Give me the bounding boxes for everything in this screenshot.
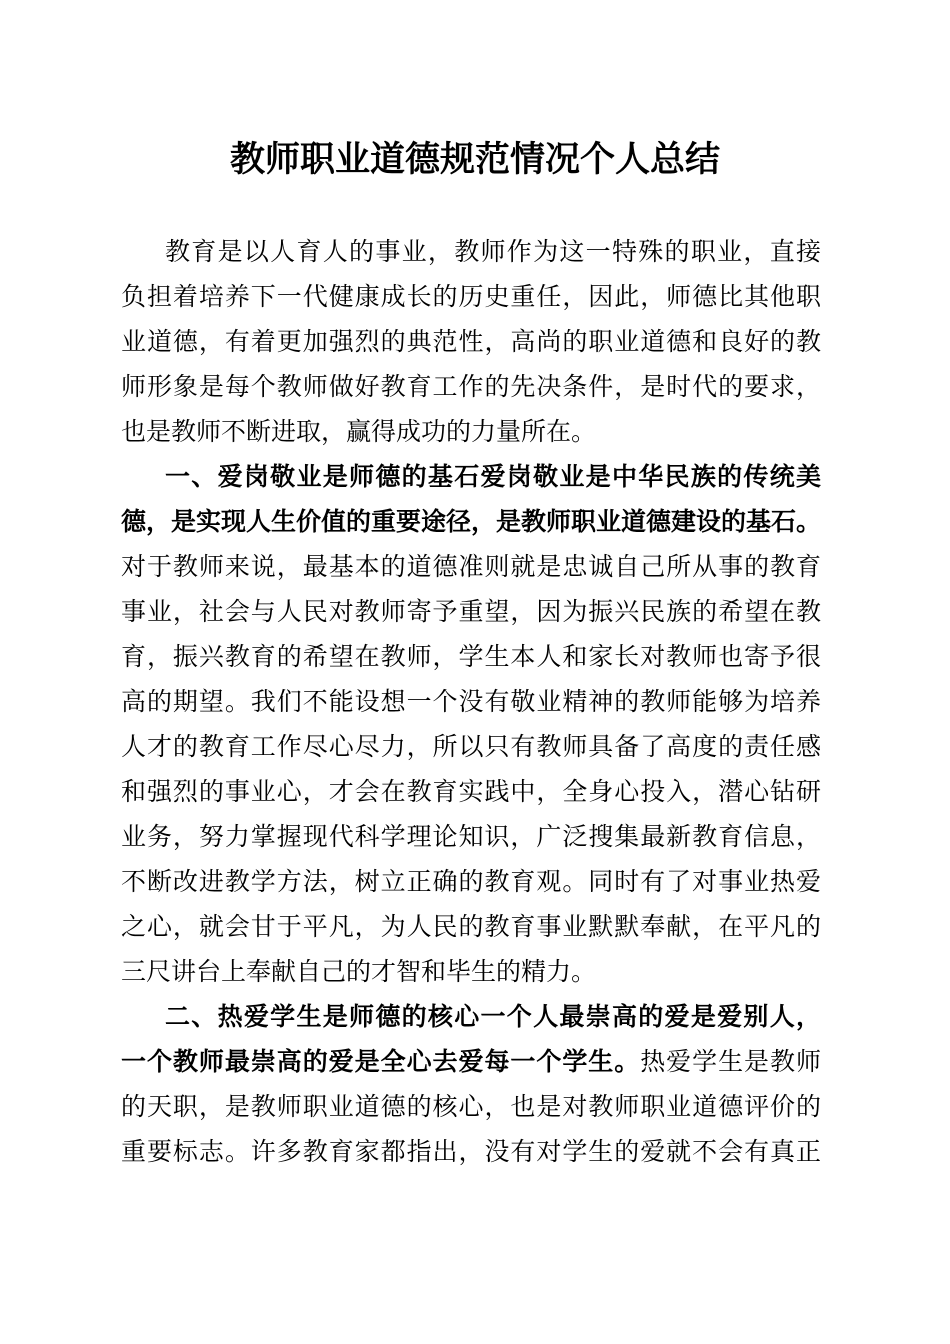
section-heading-line: 一个教师最崇高的爱是全心去爱每一个学生。 [121,1047,641,1076]
text-line: 业道德，有着更加强烈的典范性，高尚的职业道德和良好的教 [121,327,821,356]
text-span: 热爱学生是教师 [640,1047,821,1076]
text-line: 之心，就会甘于平凡，为人民的教育事业默默奉献，在平凡的 [121,912,821,941]
text-line: 人才的教育工作尽心尽力，所以只有教师具备了高度的责任感 [121,732,821,761]
text-line: 和强烈的事业心，才会在教育实践中，全身心投入，潜心钻研 [121,777,821,806]
text-line: 的天职，是教师职业道德的核心，也是对教师职业道德评价的 [121,1092,821,1121]
document-title: 教师职业道德规范情况个人总结 [229,139,720,180]
text-line: 师形象是每个教师做好教育工作的先决条件，是时代的要求， [121,372,821,401]
text-line: 业务，努力掌握现代科学理论知识，广泛搜集最新教育信息， [121,822,821,851]
text-line: 育，振兴教育的希望在教师，学生本人和家长对教师也寄予很 [121,642,821,671]
text-line: 教育是以人育人的事业，教师作为这一特殊的职业，直接 [165,237,821,266]
text-line: 也是教师不断进取，赢得成功的力量所在。 [121,417,597,446]
text-line: 对于教师来说，最基本的道德准则就是忠诚自己所从事的教育 [121,552,821,581]
text-line: 不断改进教学方法，树立正确的教育观。同时有了对事业热爱 [121,867,821,896]
text-line: 事业，社会与人民对教师寄予重望，因为振兴民族的希望在教 [121,597,821,626]
text-line: 负担着培养下一代健康成长的历史重任，因此，师德比其他职 [121,282,821,311]
mixed-line [121,1044,821,1080]
text-line: 重要标志。许多教育家都指出，没有对学生的爱就不会有真正 [121,1137,821,1166]
text-line: 高的期望。我们不能设想一个没有敬业精神的教师能够为培养 [121,687,821,716]
section-heading-line: 一、爱岗敬业是师德的基石爱岗敬业是中华民族的传统美 [165,462,821,491]
section-heading-line: 德，是实现人生价值的重要途径，是教师职业道德建设的基石。 [121,507,822,536]
section-heading-line: 二、热爱学生是师德的核心一个人最崇高的爱是爱别人， [165,1002,821,1031]
text-line: 三尺讲台上奉献自己的才智和毕生的精力。 [121,957,597,986]
